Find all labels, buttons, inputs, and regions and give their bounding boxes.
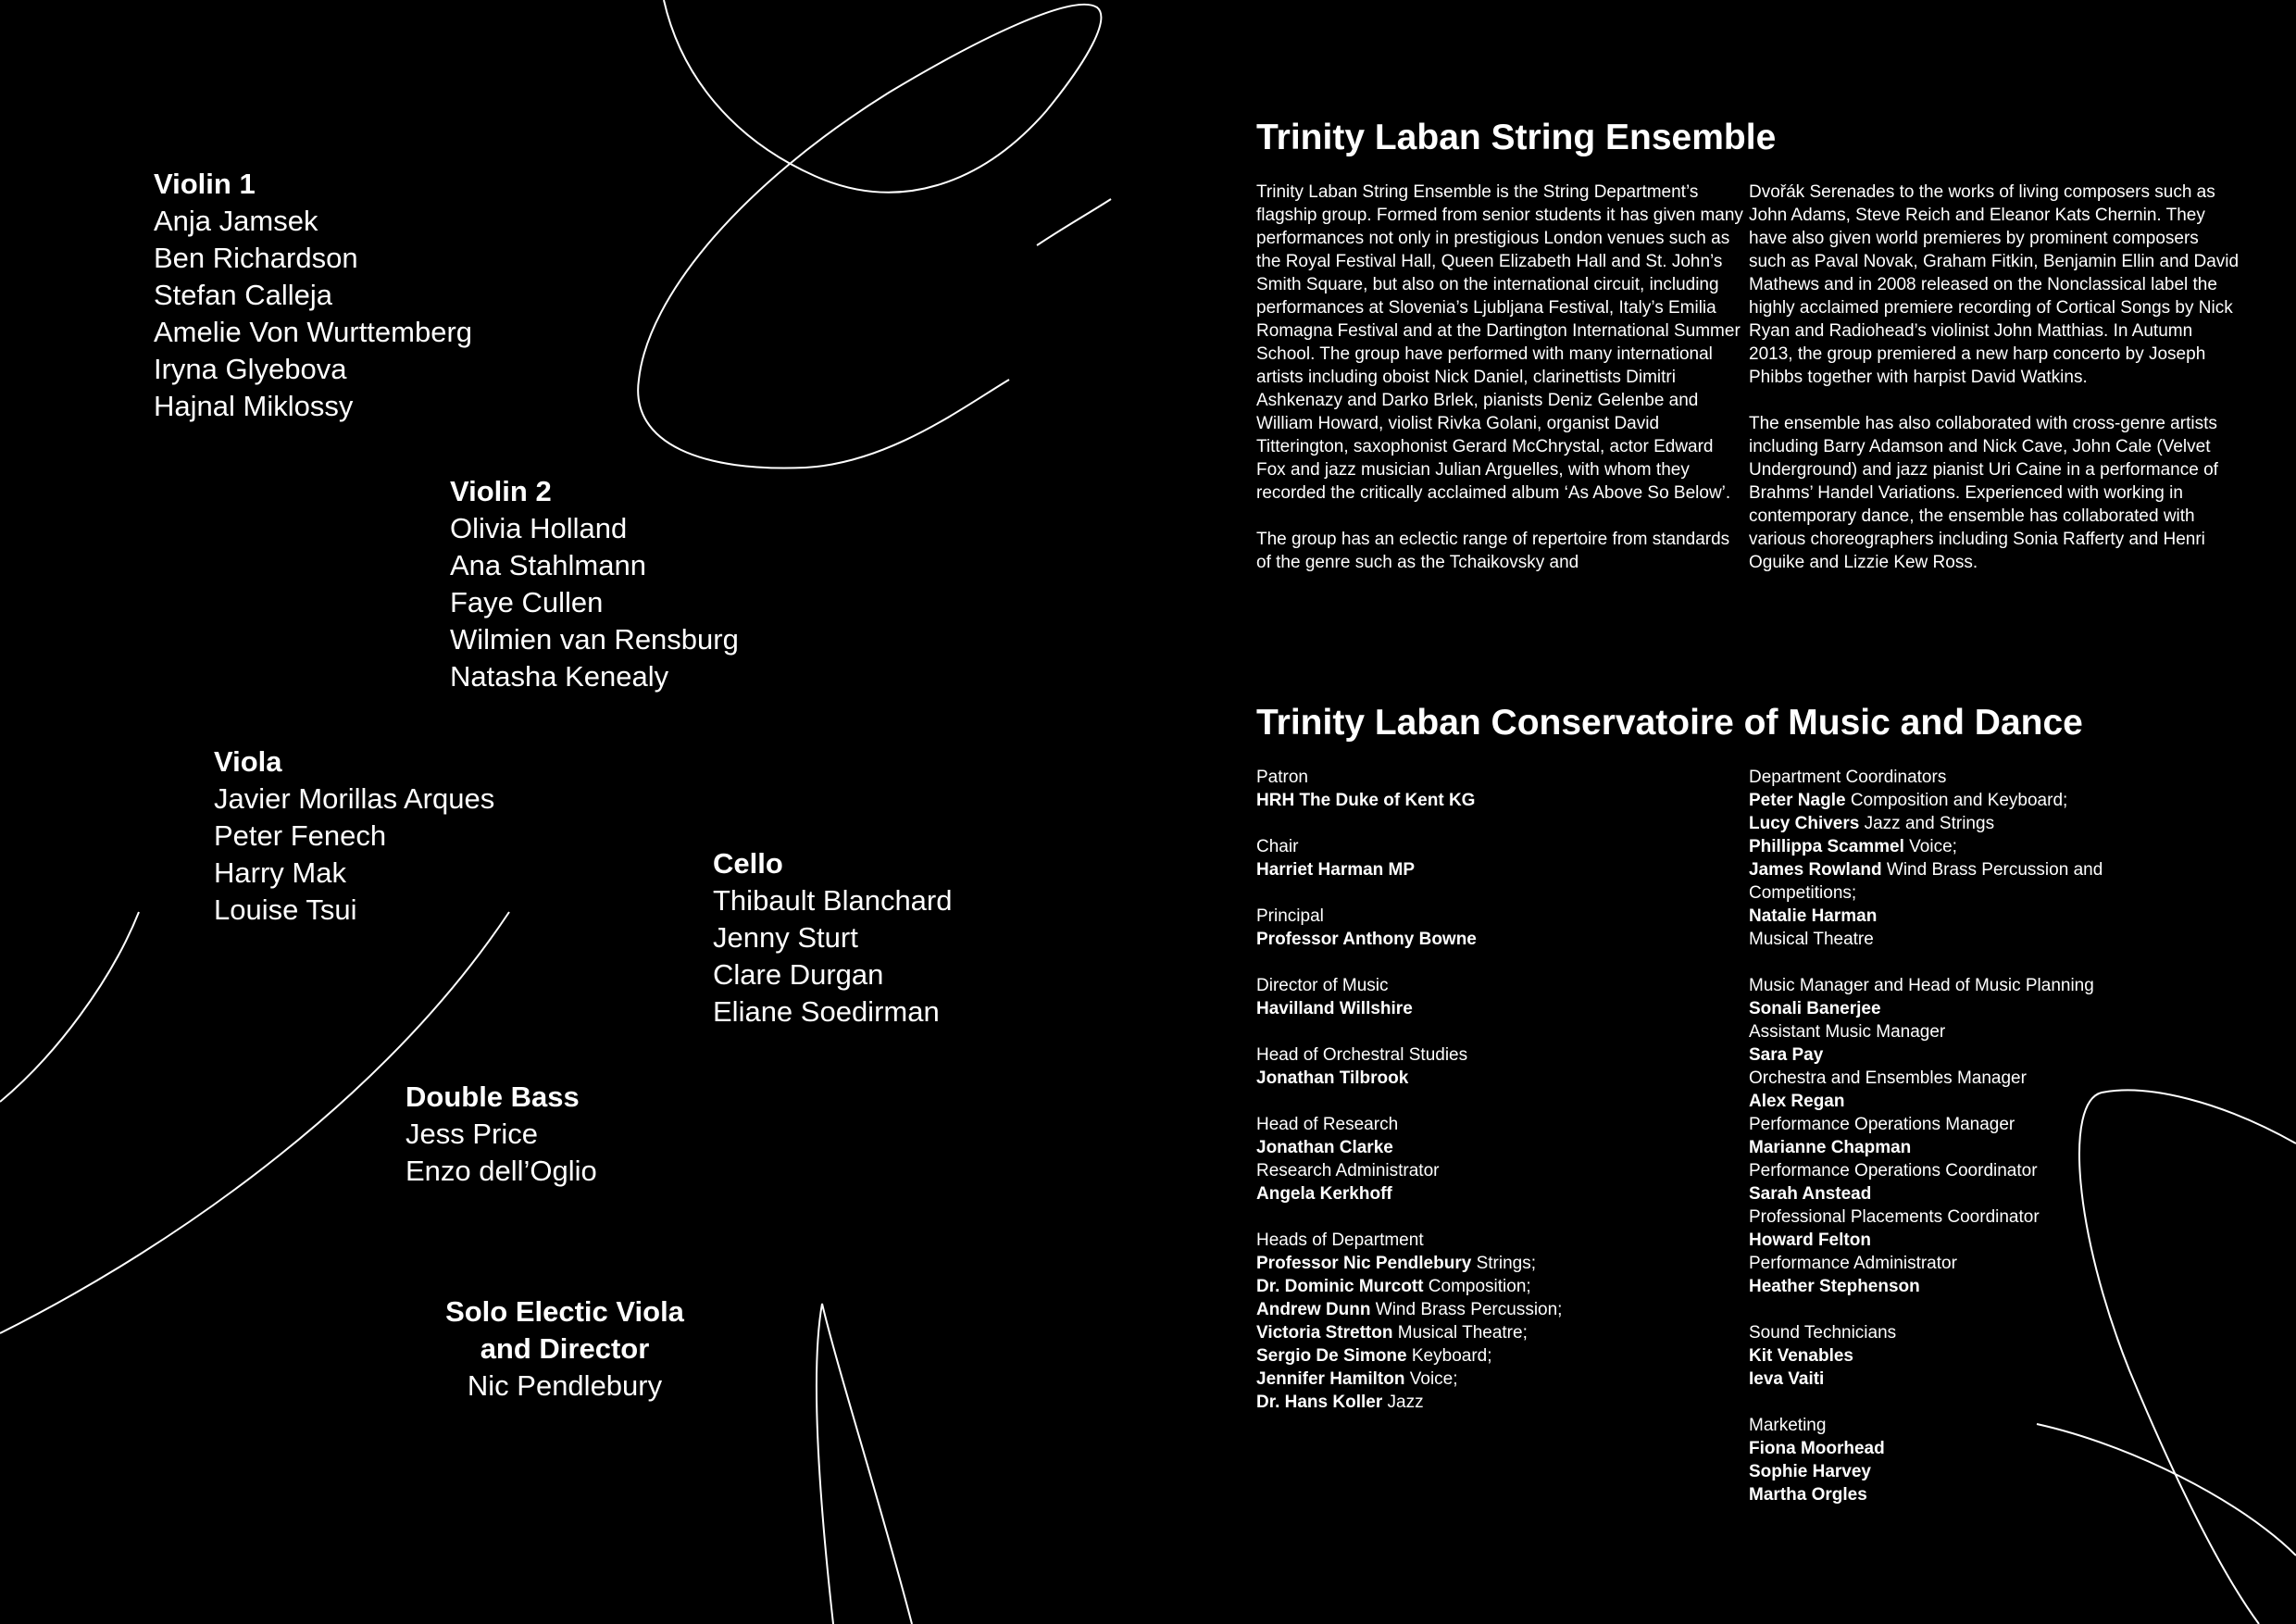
head-of-department <box>1256 1368 1747 1391</box>
staff-name: Sergio De Simone <box>1256 1346 1407 1366</box>
staff-role: Director of Music <box>1256 976 1389 995</box>
member-name: Stefan Calleja <box>154 279 333 311</box>
member-name: Ben Richardson <box>154 242 358 274</box>
staff-role: Head of Research <box>1256 1115 1399 1134</box>
staff-entry-coordinators <box>1749 766 2240 951</box>
member-name: Eliane Soedirman <box>713 995 940 1028</box>
staff-column-left <box>1256 766 1747 1437</box>
member-name: Wilmien van Rensburg <box>450 623 739 656</box>
staff-role: Performance Operations Coordinator <box>1749 1161 2038 1181</box>
staff-role: Assistant Music Manager <box>1749 1022 1946 1042</box>
member-name: Iryna Glyebova <box>154 353 347 385</box>
head-of-department <box>1256 1391 1747 1414</box>
member-name: Harry Mak <box>214 856 346 889</box>
coordinator <box>1749 812 2240 835</box>
staff-name: Fiona Moorhead <box>1749 1439 1885 1458</box>
staff-role: Heads of Department <box>1256 1230 1424 1250</box>
staff-name: Peter Nagle <box>1749 791 1846 810</box>
staff-name: Havilland Willshire <box>1256 999 1413 1018</box>
coordinator <box>1749 835 2240 858</box>
member-name: Olivia Holland <box>450 512 628 544</box>
flourish-top-loop <box>638 0 1101 468</box>
staff-name: Jennifer Hamilton <box>1256 1369 1405 1389</box>
section-double-bass <box>406 1079 597 1190</box>
section-title: Solo Electic Viola <box>445 1295 684 1328</box>
staff-entry-patron <box>1256 766 1747 812</box>
staff-name: Alex Regan <box>1749 1092 1845 1111</box>
section-title: Cello <box>713 847 783 880</box>
member-name: Faye Cullen <box>450 586 604 618</box>
about-paragraph: The ensemble has also collaborated with cross-genre artists including Barry Adamson and Nick Cave, John Cale (Velvet Underground) and jazz pianist Uri Caine in a performance of Brahms’ Handel Variations. Experienced with working in contemporary dance, the ensemble has collaborated with various choreographers including Sonia Rafferty and Henri Oguike and Lizzie Kew Ross. <box>1749 414 2218 572</box>
staff-role: Patron <box>1256 768 1308 787</box>
member-name: Clare Durgan <box>713 958 884 991</box>
flourish-left-edge <box>0 912 139 1102</box>
section-title-line-2: and Director <box>480 1332 650 1365</box>
head-of-department <box>1256 1344 1747 1368</box>
head-of-department <box>1256 1275 1747 1298</box>
member-name: Jenny Sturt <box>713 921 858 954</box>
member-name: Peter Fenech <box>214 819 387 852</box>
department: Wind Brass Percussion; <box>1370 1300 1563 1319</box>
staff-role: Performance Administrator <box>1749 1254 1957 1273</box>
staff-name: Kit Venables <box>1749 1346 1853 1366</box>
staff-name: Marianne Chapman <box>1749 1138 1912 1157</box>
staff-name: Sara Pay <box>1749 1045 1824 1065</box>
department: Keyboard; <box>1406 1346 1492 1366</box>
staff-role: Principal <box>1256 906 1324 926</box>
member-name: Thibault Blanchard <box>713 884 953 917</box>
staff-name: Victoria Stretton <box>1256 1323 1393 1343</box>
staff-entry-management <box>1749 974 2240 1298</box>
staff-role: Orchestra and Ensembles Manager <box>1749 1068 2027 1088</box>
staff-name: HRH The Duke of Kent KG <box>1256 791 1476 810</box>
head-of-department <box>1256 1252 1747 1275</box>
staff-role: Music Manager and Head of Music Planning <box>1749 976 2094 995</box>
member-name: Louise Tsui <box>214 893 357 926</box>
staff-name: Andrew Dunn <box>1256 1300 1371 1319</box>
section-title: Violin 1 <box>154 168 256 200</box>
department: Voice; <box>1903 837 1957 856</box>
staff-name: Ieva Vaiti <box>1749 1369 1825 1389</box>
staff-entry-heads <box>1256 1229 1747 1414</box>
staff-entry-chair <box>1256 835 1747 881</box>
staff-name: Sophie Harvey <box>1749 1462 1871 1481</box>
staff-entry-sound <box>1749 1321 2240 1391</box>
head-of-department <box>1256 1298 1747 1321</box>
section-title: Violin 2 <box>450 475 552 507</box>
about-paragraph: The group has an eclectic range of repertoire from standards of the genre such as the Tchaikovsky and <box>1256 530 1730 572</box>
staff-name: Jonathan Tilbrook <box>1256 1068 1409 1088</box>
staff-column-right <box>1749 766 2240 1530</box>
about-column-right <box>1749 181 2240 597</box>
department: Composition; <box>1423 1277 1531 1296</box>
member-name: Natasha Kenealy <box>450 660 669 693</box>
section-solo-director <box>426 1293 704 1405</box>
section-cello <box>713 845 953 1031</box>
coordinator <box>1749 789 2240 812</box>
staff-role: Marketing <box>1749 1416 1827 1435</box>
department: Strings; <box>1471 1254 1536 1273</box>
staff-role: Chair <box>1256 837 1299 856</box>
staff-name: Natalie Harman <box>1749 906 1878 926</box>
section-viola <box>214 743 494 929</box>
coordinator <box>1749 858 2240 881</box>
staff-entry-principal <box>1256 905 1747 951</box>
staff-name: Martha Orgles <box>1749 1485 1867 1505</box>
member-name: Ana Stahlmann <box>450 549 646 581</box>
coordinator-department-continued: Competitions; <box>1749 883 1857 903</box>
member-name: Amelie Von Wurttemberg <box>154 316 473 348</box>
staff-name: Angela Kerkhoff <box>1256 1184 1392 1204</box>
staff-role: Head of Orchestral Studies <box>1256 1045 1468 1065</box>
flourish-top-tail <box>1037 199 1111 245</box>
member-name: Jess Price <box>406 1118 538 1150</box>
staff-role: Sound Technicians <box>1749 1323 1897 1343</box>
section-violin-1 <box>154 166 472 425</box>
staff-name: Dr. Dominic Murcott <box>1256 1277 1424 1296</box>
ensemble-heading: Trinity Laban String Ensemble <box>1256 118 1777 157</box>
staff-role: Professional Placements Coordinator <box>1749 1207 2040 1227</box>
about-paragraph: Trinity Laban String Ensemble is the String Department’s flagship group. Formed from senior students it has given many performances not only in prestigious London venues such as the Royal Festival Hall, Queen Elizabeth Hall and St. John’s Smith Square, but also on the international circuit, including performances at Slovenia’s Ljubljana Festival, Italy’s Emilia Romagna Festival and at the Dartington International Summer School. The group have performed with many international artists including oboist Nick Daniel, clarinettists Dimitri Ashkenazy and Darko Brlek, pianists Deniz Gelenbe and William Howard, violist Rivka Golani, organist David Titterington, saxophonist Gerard McChrystal, actor Edward Fox and jazz musician Julian Arguelles, with whom they recorded the critically acclaimed album ‘As Above So Below’. <box>1256 182 1743 503</box>
section-title: Double Bass <box>406 1081 580 1113</box>
head-of-department <box>1256 1321 1747 1344</box>
staff-name: Dr. Hans Koller <box>1256 1393 1383 1412</box>
member-name: Enzo dell’Oglio <box>406 1155 597 1187</box>
staff-name: Professor Anthony Bowne <box>1256 930 1477 949</box>
staff-name: Heather Stephenson <box>1749 1277 1920 1296</box>
flourish-bottom-blade <box>817 1304 912 1624</box>
staff-role: Performance Operations Manager <box>1749 1115 2015 1134</box>
staff-entry-marketing <box>1749 1414 2240 1506</box>
department: Musical Theatre; <box>1392 1323 1528 1343</box>
department: Wind Brass Percussion and <box>1881 860 2103 880</box>
staff-entry-research <box>1256 1113 1747 1206</box>
staff-name: Howard Felton <box>1749 1230 1871 1250</box>
about-paragraph-continued: Dvořák Serenades to the works of living composers such as John Adams, Steve Reich and Eleanor Kats Chernin. They have also given world premieres by prominent composers such as Paval Novak, Graham Fitkin, Benjamin Ellin and David Mathews and in 2008 released on the Nonclassical label the highly acclaimed premiere recording of Cortical Songs by Nick Ryan and Radiohead’s violinist John Matthias. In Autumn 2013, the group premiered a new harp concerto by Joseph Phibbs together with harpist David Watkins. <box>1749 182 2240 387</box>
department: Composition and Keyboard; <box>1845 791 2068 810</box>
member-name: Hajnal Miklossy <box>154 390 354 422</box>
staff-name: James Rowland <box>1749 860 1882 880</box>
member-name: Nic Pendlebury <box>467 1369 663 1402</box>
staff-name: Sonali Banerjee <box>1749 999 1881 1018</box>
conservatoire-heading: Trinity Laban Conservatoire of Music and Dance <box>1256 703 2083 743</box>
staff-name: Phillippa Scammel <box>1749 837 1904 856</box>
staff-role: Research Administrator <box>1256 1161 1440 1181</box>
member-name: Anja Jamsek <box>154 205 318 237</box>
department: Jazz and Strings <box>1859 814 1995 833</box>
member-name: Javier Morillas Arques <box>214 782 495 815</box>
section-title: Viola <box>214 745 282 778</box>
staff-name: Jonathan Clarke <box>1256 1138 1393 1157</box>
department: Jazz <box>1382 1393 1424 1412</box>
section-violin-2 <box>450 473 739 695</box>
staff-role: Department Coordinators <box>1749 768 1947 787</box>
staff-name: Professor Nic Pendlebury <box>1256 1254 1472 1273</box>
staff-name: Sarah Anstead <box>1749 1184 1872 1204</box>
staff-entry-director <box>1256 974 1747 1020</box>
department: Voice; <box>1404 1369 1458 1389</box>
staff-name: Harriet Harman MP <box>1256 860 1416 880</box>
staff-name: Lucy Chivers <box>1749 814 1860 833</box>
department: Musical Theatre <box>1749 930 1874 949</box>
about-column-left <box>1256 181 1747 597</box>
staff-entry-orchestral <box>1256 1043 1747 1090</box>
